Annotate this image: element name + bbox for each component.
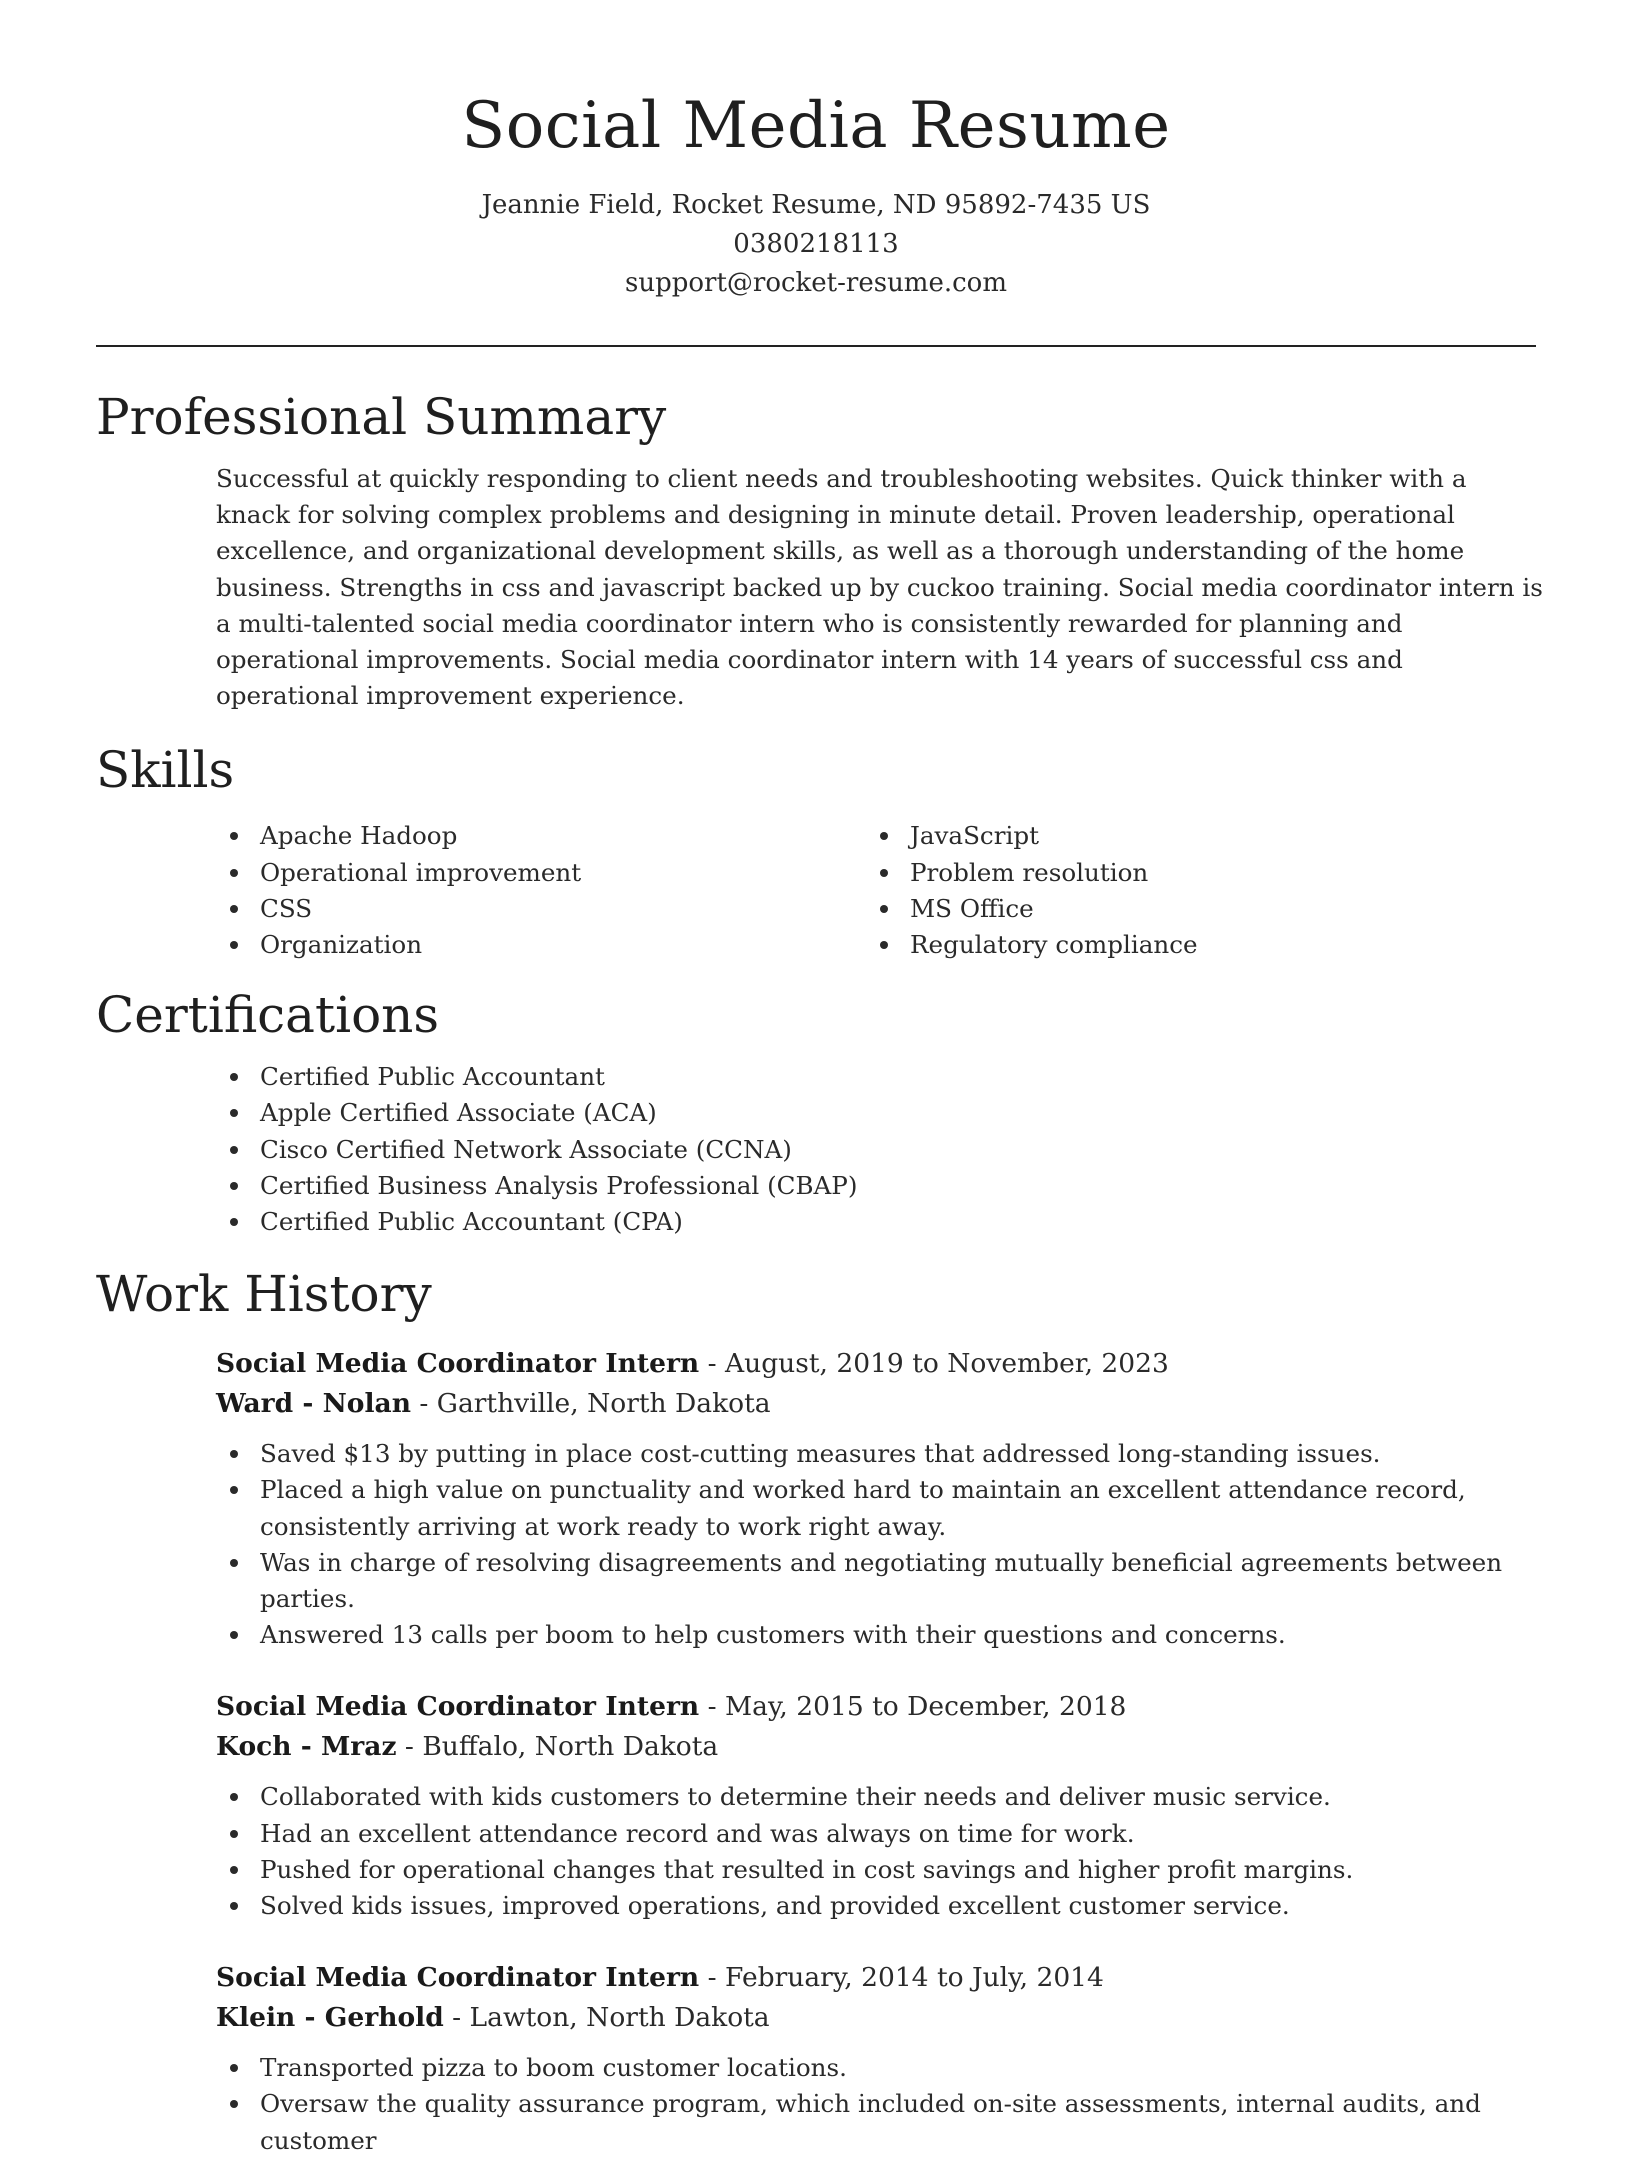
contact-address: Jeannie Field, Rocket Resume, ND 95892-7435 US xyxy=(481,190,1151,220)
skills-columns xyxy=(216,818,1536,963)
job-company-line: Klein - Gerhold - Lawton, North Dakota xyxy=(216,2002,770,2034)
certification-item: Certified Public Accountant xyxy=(216,1059,1536,1095)
job-duty: Collaborated with kids customers to determine their needs and deliver music service. xyxy=(216,1779,1546,1815)
summary-heading: Professional Summary xyxy=(96,388,667,446)
job-duty: Oversaw the quality assurance program, which included on-site assessments, internal audits, and customer xyxy=(216,2086,1546,2158)
skill-item: Problem resolution xyxy=(866,855,1516,891)
job-dates: August, 2019 to November, 2023 xyxy=(725,1348,1169,1380)
job-location: Buffalo, North Dakota xyxy=(422,1731,719,1763)
job-duty: Was in charge of resolving disagreements and negotiating mutually beneficial agreements between parties. xyxy=(216,1545,1546,1617)
job-company-line: Ward - Nolan - Garthville, North Dakota xyxy=(216,1388,771,1420)
job-duty: Pushed for operational changes that resulted in cost savings and higher profit margins. xyxy=(216,1852,1546,1888)
job-duty: Transported pizza to boom customer locations. xyxy=(216,2050,1546,2086)
job-entry xyxy=(216,1958,1536,2159)
job-duty: Saved $13 by putting in place cost-cutting measures that addressed long-standing issues. xyxy=(216,1436,1546,1472)
skills-list-right xyxy=(866,818,1516,963)
job-duties xyxy=(216,2050,1546,2159)
certifications-heading: Certifications xyxy=(96,986,440,1045)
job-location: Lawton, North Dakota xyxy=(469,2002,770,2034)
contact-phone: 0380218113 xyxy=(733,229,899,259)
skill-item: Regulatory compliance xyxy=(866,927,1516,963)
skills-section xyxy=(96,738,1536,963)
certification-item: Certified Public Accountant (CPA) xyxy=(216,1204,1536,1240)
skill-item: CSS xyxy=(216,891,866,927)
job-role: Social Media Coordinator Intern xyxy=(216,1348,700,1380)
job-location: Garthville, North Dakota xyxy=(436,1388,771,1420)
job-company-line: Koch - Mraz - Buffalo, North Dakota xyxy=(216,1731,719,1763)
resume-header xyxy=(96,0,1536,303)
skill-item: Organization xyxy=(216,927,866,963)
job-duty: Solved kids issues, improved operations, and provided excellent customer service. xyxy=(216,1888,1546,1924)
summary-text: Successful at quickly responding to client needs and troubleshooting websites. Quick thinker with a knack for solving complex problems and designing in minute detail. Proven leadership, operational excellence, and organizational development skills, as well as a thorough understanding of the home business. Strengths in css and javascript backed up by cuckoo training. Social media coordinator intern is a multi-talented social media coordinator intern who is consistently rewarded for planning and operational improvements. Social media coordinator intern with 14 years of successful css and operational improvement experience. xyxy=(216,464,1543,711)
job-duty: Placed a high value on punctuality and worked hard to maintain an excellent attendance record, consistently arriving at work ready to work right away. xyxy=(216,1472,1546,1544)
resume-title: Social Media Resume xyxy=(461,89,1171,163)
contact-info xyxy=(96,186,1536,303)
skill-item: Operational improvement xyxy=(216,855,866,891)
job-role: Social Media Coordinator Intern xyxy=(216,1691,700,1723)
job-duty: Answered 13 calls per boom to help customers with their questions and concerns. xyxy=(216,1617,1546,1653)
header-divider xyxy=(96,345,1536,347)
resume-page xyxy=(96,0,1543,2159)
job-company: Klein - Gerhold xyxy=(216,2002,444,2034)
job-dates: May, 2015 to December, 2018 xyxy=(725,1691,1127,1723)
job-entry xyxy=(216,1344,1536,1653)
work-history-heading: Work History xyxy=(96,1265,432,1324)
contact-email: support@rocket-resume.com xyxy=(624,268,1007,298)
job-duties xyxy=(216,1436,1546,1653)
certifications-list xyxy=(216,1059,1536,1240)
skill-item: Apache Hadoop xyxy=(216,818,866,854)
job-dates: February, 2014 to July, 2014 xyxy=(725,1962,1104,1994)
job-company: Koch - Mraz xyxy=(216,1731,397,1763)
certification-item: Apple Certified Associate (ACA) xyxy=(216,1095,1536,1131)
job-company: Ward - Nolan xyxy=(216,1388,411,1420)
certification-item: Certified Business Analysis Professional (CBAP) xyxy=(216,1168,1536,1204)
job-title-line: Social Media Coordinator Intern - February, 2014 to July, 2014 xyxy=(216,1962,1104,1994)
certifications-section xyxy=(96,983,1536,1240)
job-entry xyxy=(216,1687,1536,1924)
summary-section xyxy=(96,385,1543,714)
skills-heading: Skills xyxy=(96,741,235,800)
job-title-line: Social Media Coordinator Intern - August, 2019 to November, 2023 xyxy=(216,1348,1169,1380)
work-history-section xyxy=(96,1262,1536,2159)
skill-item: MS Office xyxy=(866,891,1516,927)
skill-item: JavaScript xyxy=(866,818,1516,854)
job-duty: Had an excellent attendance record and was always on time for work. xyxy=(216,1816,1546,1852)
certification-item: Cisco Certified Network Associate (CCNA) xyxy=(216,1132,1536,1168)
skills-list-left xyxy=(216,818,866,963)
job-role: Social Media Coordinator Intern xyxy=(216,1962,700,1994)
job-title-line: Social Media Coordinator Intern - May, 2015 to December, 2018 xyxy=(216,1691,1127,1723)
job-duties xyxy=(216,1779,1546,1924)
